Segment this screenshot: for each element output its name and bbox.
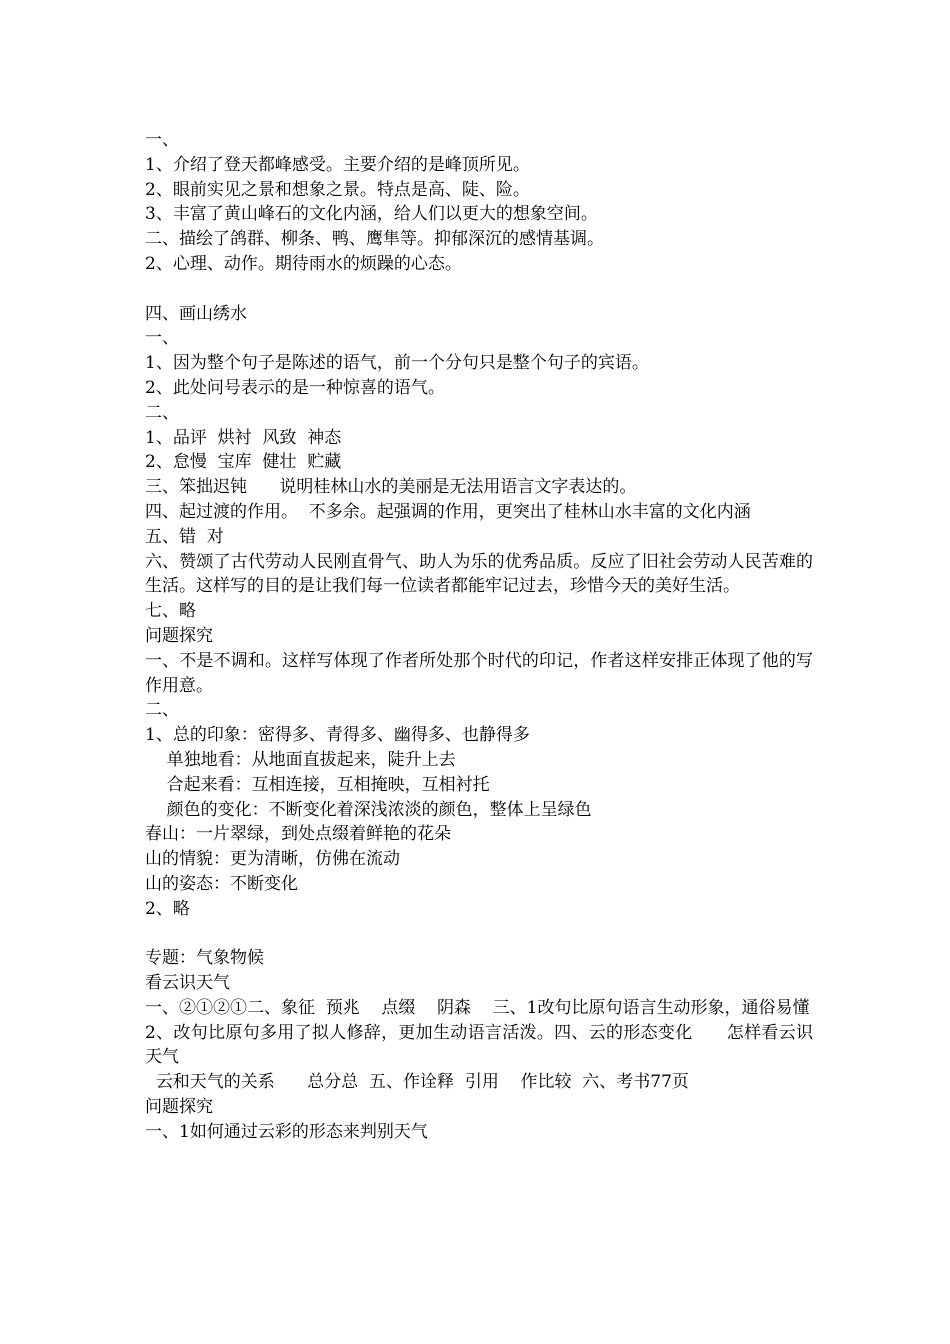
lesson-title: 四、画山绣水 [145, 303, 247, 324]
answer-paragraph: 2、改句比原句多用了拟人修辞，更加生动语言活泼。四、云的形态变化 怎样看云识天气 [145, 1022, 813, 1068]
answer-paragraph: 六、赞颂了古代劳动人民刚直骨气、助人为乐的优秀品质。反应了旧社会劳动人民苦难的生活。这样写的目的是让我们每一位读者都能牢记过去，珍惜今天的美好生活。 [145, 551, 813, 597]
answer-line: 五、错 对 [145, 526, 224, 547]
section-heading: 问题探究 [145, 625, 213, 646]
answer-paragraph: 一、不是不调和。这样写体现了作者所处那个时代的印记，作者这样安排正体现了他的写作用意。 [145, 650, 813, 696]
section-heading: 问题探究 [145, 1097, 213, 1118]
answer-line: 2、心理、动作。期待雨水的烦躁的心态。 [145, 253, 462, 274]
answer-line: 合起来看：互相连接，互相掩映，互相衬托 [145, 774, 490, 795]
answer-line: 1、总的印象：密得多、青得多、幽得多、也静得多 [145, 725, 530, 746]
answer-line: 四、起过渡的作用。 不多余。起强调的作用，更突出了桂林山水丰富的文化内涵 [145, 501, 751, 522]
blank-line [145, 922, 813, 947]
answer-line: 一、1如何通过云彩的形态来判别天气 [145, 1121, 428, 1142]
lesson-title: 看云识天气 [145, 973, 230, 994]
section-heading: 一、 [145, 328, 179, 349]
answer-line: 单独地看：从地面直拔起来，陡升上去 [145, 749, 456, 770]
answer-line: 1、因为整个句子是陈述的语气，前一个分句只是整个句子的宾语。 [145, 353, 649, 374]
section-heading: 二、 [145, 402, 179, 423]
answer-line: 三、笨拙迟钝 说明桂林山水的美丽是无法用语言文字表达的。 [145, 477, 637, 498]
answer-line: 3、丰富了黄山峰石的文化内涵，给人们以更大的想象空间。 [145, 204, 598, 225]
document-page [145, 128, 813, 1145]
answer-line: 山的姿态：不断变化 [145, 873, 298, 894]
topic-title: 专题：气象物候 [145, 948, 264, 969]
answer-line: 颜色的变化：不断变化着深浅浓淡的颜色，整体上呈绿色 [145, 799, 592, 820]
answer-line: 山的情貌：更为清晰，仿佛在流动 [145, 849, 400, 870]
answer-line: 春山：一片翠绿，到处点缀着鲜艳的花朵 [145, 824, 451, 845]
answer-line: 1、介绍了登天都峰感受。主要介绍的是峰顶所见。 [145, 154, 530, 175]
section-heading: 一、 [145, 130, 179, 150]
section-heading: 二、 [145, 700, 179, 721]
answer-line: 2、眼前实见之景和想象之景。特点是高、陡、险。 [145, 179, 530, 200]
answer-line: 七、略 [145, 601, 196, 622]
answer-line: 云和天气的关系 总分总 五、作诠释 引用 作比较 六、考书77页 [145, 1072, 689, 1093]
answer-line: 2、怠慢 宝库 健壮 贮藏 [145, 452, 342, 473]
answer-line: 二、描绘了鸽群、柳条、鸭、鹰隼等。抑郁深沉的感情基调。 [145, 229, 604, 250]
answer-line: 1、品评 烘衬 风致 神态 [145, 427, 342, 448]
blank-line [145, 277, 813, 302]
answer-paragraph: 一、②①②①二、象征 预兆 点缀 阴森 三、1改句比原句语言生动形象，通俗易懂 [145, 997, 810, 1018]
answer-line: 2、此处问号表示的是一种惊喜的语气。 [145, 377, 445, 398]
answer-line: 2、略 [145, 898, 190, 919]
